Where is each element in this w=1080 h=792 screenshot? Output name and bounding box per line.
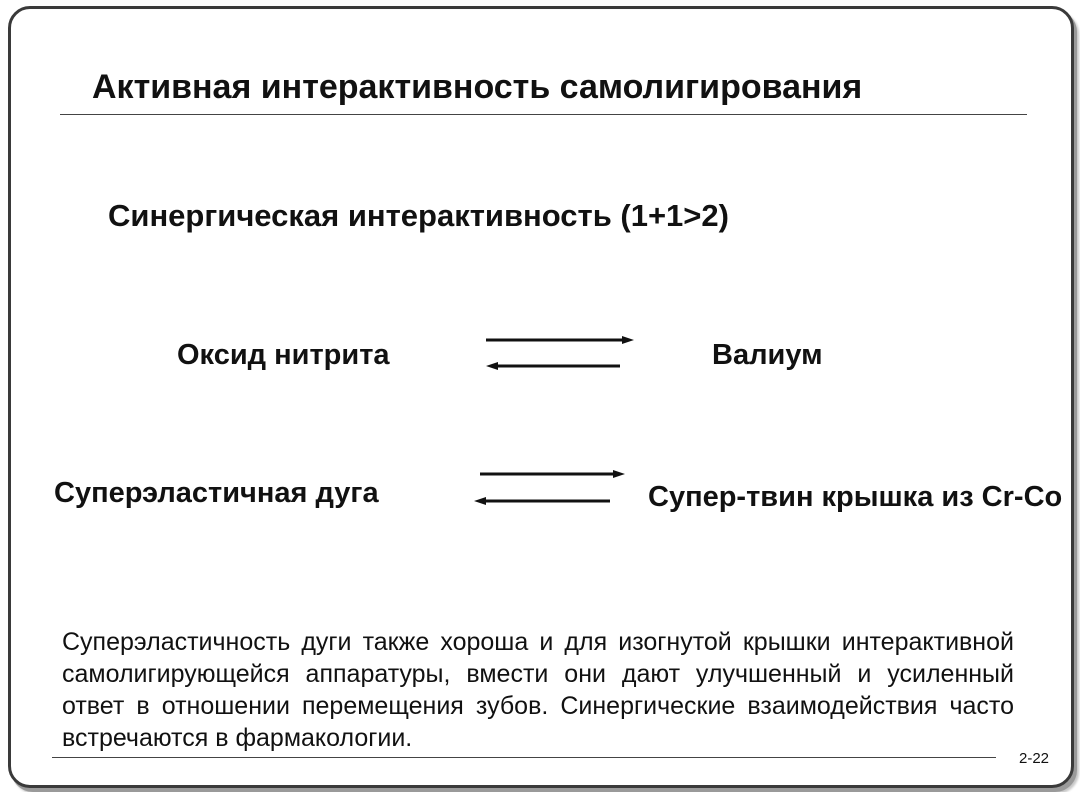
slide-subtitle: Синергическая интерактивность (1+1>2) (108, 198, 729, 233)
title-divider (60, 114, 1027, 115)
pair-1-right-term: Валиум (712, 339, 823, 371)
page-number: 2-22 (1019, 750, 1050, 767)
footer-divider (52, 757, 996, 758)
pair-1-left-term: Оксид нитрита (177, 339, 390, 371)
body-paragraph: Суперэластичность дуги также хороша и для изогнутой крышки интерактивной самолигирующейся аппаратуры, вмести они дают улучшенный и усиленный ответ в отношении перемещения зубов. Синергические взаимодействия часто встречаются в фармакологии. (62, 628, 1014, 752)
pair-2-right-term: Супер-твин крышка из Cr-Co (648, 481, 1063, 513)
pair-2-left-term: Суперэластичная дуга (54, 477, 379, 509)
bidirectional-arrow-icon (484, 330, 634, 374)
bidirectional-arrow-icon (472, 465, 627, 509)
slide-title: Активная интерактивность самолигирования (92, 68, 863, 106)
